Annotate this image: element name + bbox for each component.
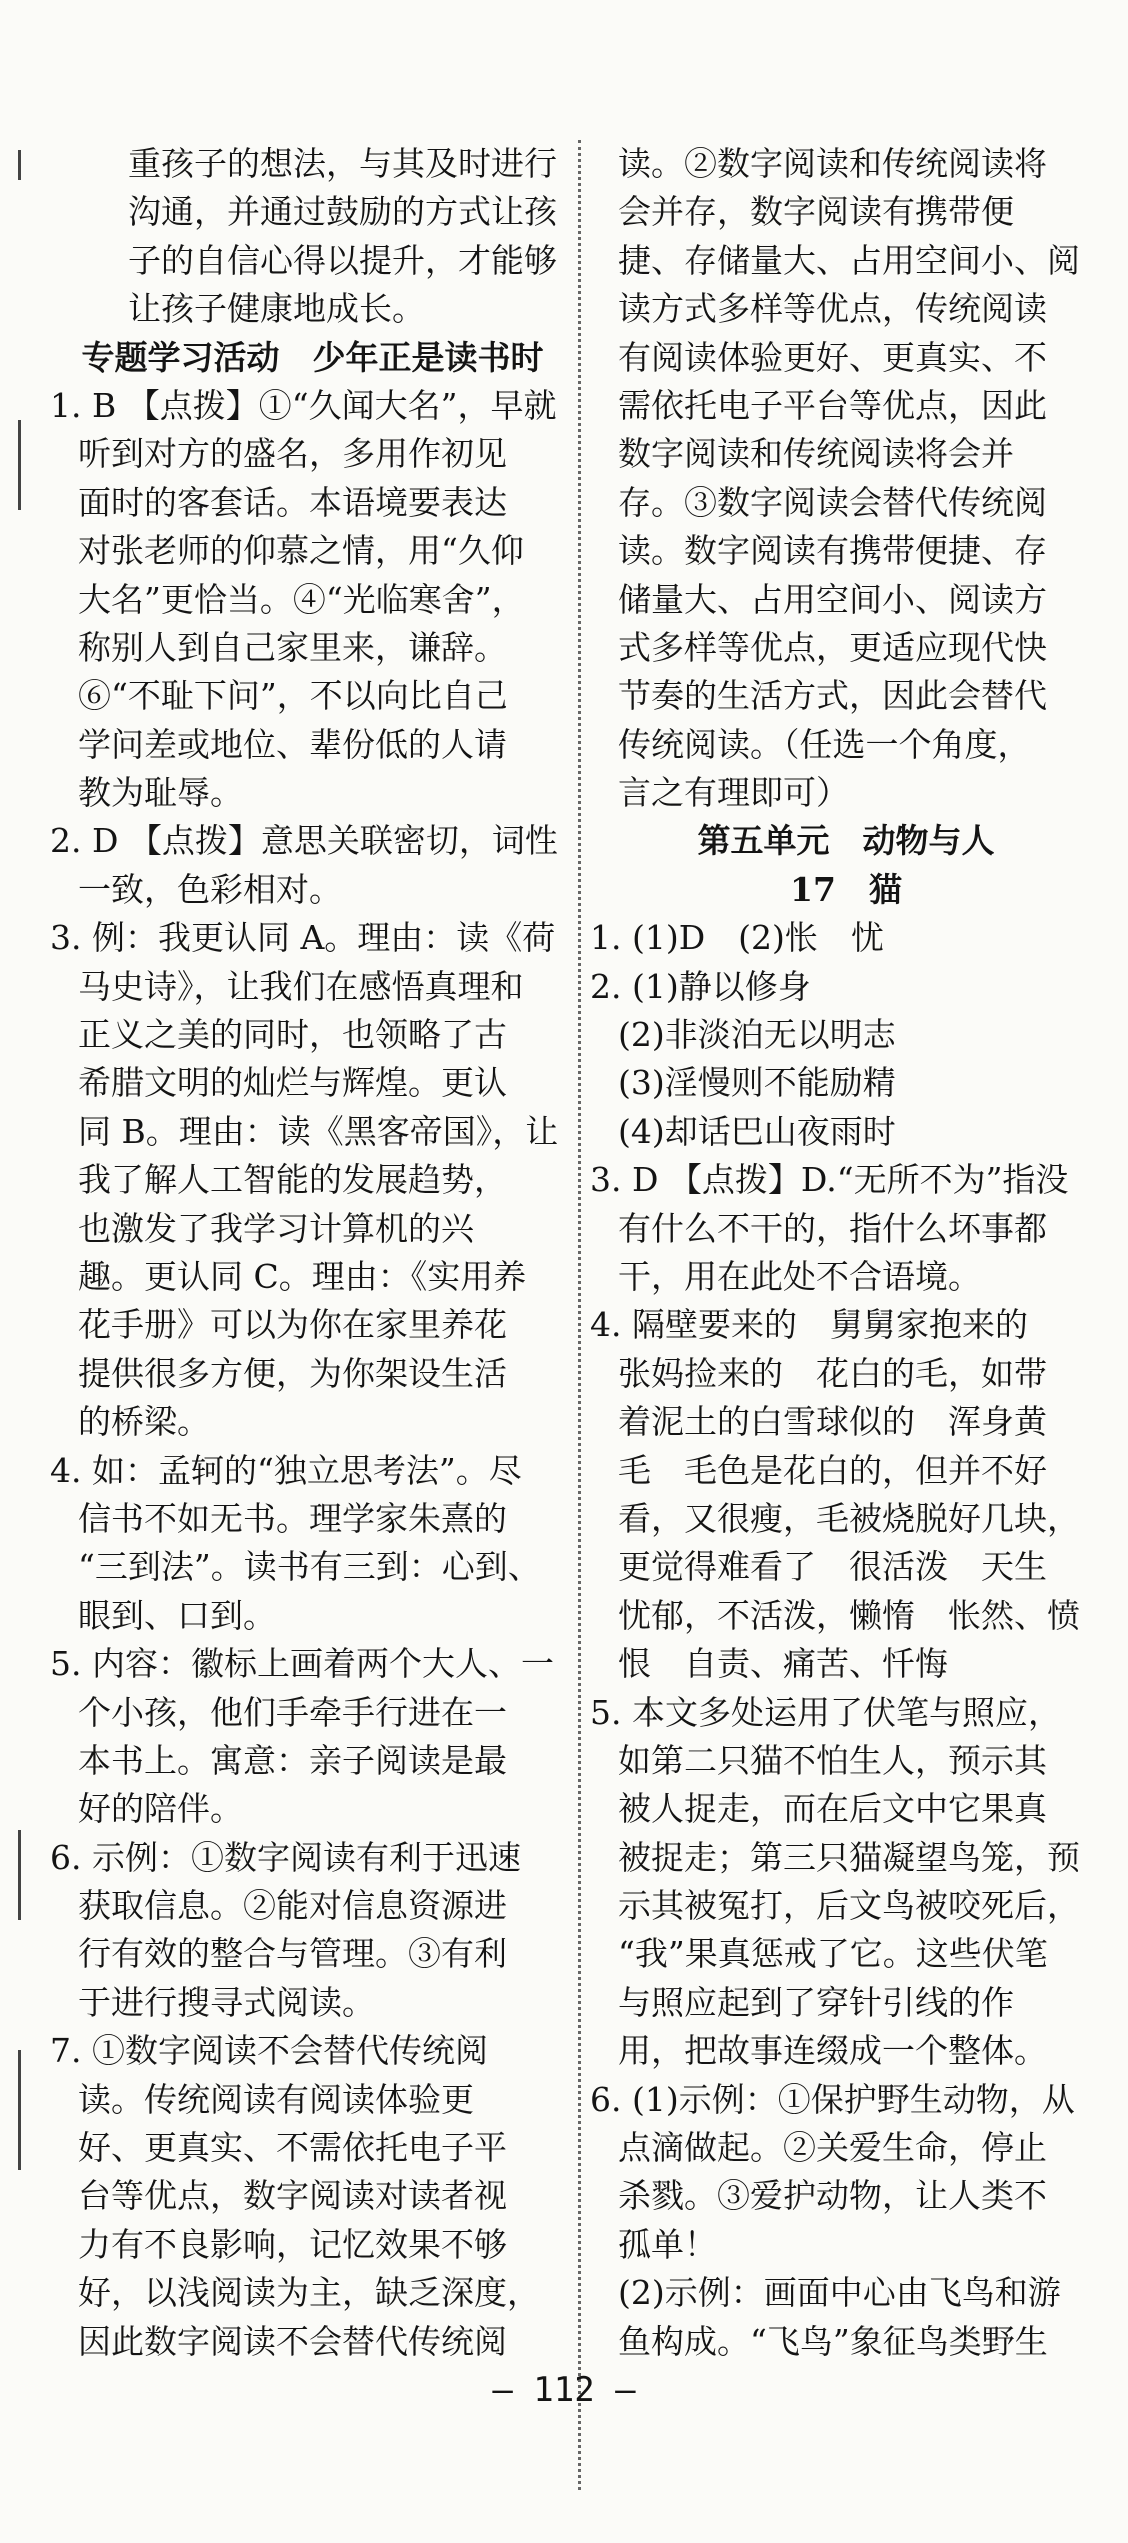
answer-text-line: 5. 本文多处运用了伏笔与照应， xyxy=(590,1692,1061,1732)
answer-text-line: 3. D 【点拨】D.“无所不为”指没 xyxy=(590,1160,1069,1200)
answer-text-line: (2)示例：画面中心由飞鸟和游 xyxy=(618,2273,1061,2313)
answer-text-line: 张妈捡来的 花白的毛，如带 xyxy=(618,1353,1047,1393)
answer-text-line: 与照应起到了穿针引线的作 xyxy=(618,1982,1014,2022)
answer-text-line: 一致，色彩相对。 xyxy=(78,869,342,909)
answer-text-line: 称别人到自己家里来，谦辞。 xyxy=(78,627,507,667)
answer-text-line: 好的陪伴。 xyxy=(78,1789,243,1829)
answer-text-line: 信书不如无书。理学家朱熹的 xyxy=(78,1498,507,1538)
answer-text-line: 本书上。寓意：亲子阅读是最 xyxy=(78,1740,507,1780)
answer-text-line: 数字阅读和传统阅读将会并 xyxy=(618,434,1014,474)
answer-text-line: 对张老师的仰慕之情，用“久仰 xyxy=(78,531,524,571)
answer-text-line: 学问差或地位、辈份低的人请 xyxy=(78,724,507,764)
answer-text-line: 读方式多样等优点，传统阅读 xyxy=(618,289,1047,329)
answer-text-line: 面时的客套话。本语境要表达 xyxy=(78,482,507,522)
answer-text-line: 获取信息。②能对信息资源进 xyxy=(78,1886,507,1926)
answer-text-line: 子的自信心得以提升，才能够 xyxy=(128,240,557,280)
answer-text-line: 2. (1)静以修身 xyxy=(590,966,811,1006)
answer-text-line: 好，以浅阅读为主，缺乏深度， xyxy=(78,2273,540,2313)
answer-text-line: 大名”更恰当。④“光临寒舍”， xyxy=(78,579,525,619)
answer-text-line: 6. (1)示例：①保护野生动物，从 xyxy=(590,2079,1075,2119)
answer-text-line: 4. 隔壁要来的 舅舅家抱来的 xyxy=(590,1305,1028,1345)
answer-text-line: 6. 示例：①数字阅读有利于迅速 xyxy=(50,1837,521,1877)
answer-text-line: 式多样等优点，更适应现代快 xyxy=(618,627,1047,667)
answer-text-line: (4)却话巴山夜雨时 xyxy=(618,1111,896,1151)
left-column xyxy=(50,140,575,2366)
answer-text-line: 毛 毛色是花白的，但并不好 xyxy=(618,1450,1047,1490)
answer-text-line: 我了解人工智能的发展趋势， xyxy=(78,1160,507,1200)
answer-text-line: 2. D 【点拨】意思关联密切，词性 xyxy=(50,821,558,861)
answer-text-line: 着泥土的白雪球似的 浑身黄 xyxy=(618,1402,1047,1442)
scan-margin-mark xyxy=(18,1830,21,1920)
scan-margin-mark xyxy=(18,420,21,510)
answer-text-line: 捷、存储量大、占用空间小、阅 xyxy=(618,240,1080,280)
answer-text-line: 5. 内容：徽标上画着两个大人、一 xyxy=(50,1644,554,1684)
answer-text-line: 鱼构成。“飞鸟”象征鸟类野生 xyxy=(618,2321,1048,2361)
answer-text-line: 同 B。理由：读《黑客帝国》，让 xyxy=(78,1111,559,1151)
answer-text-line: 1. B 【点拨】①“久闻大名”，早就 xyxy=(50,385,557,425)
answer-text-line: 3. 例：我更认同 A。理由：读《荷 xyxy=(50,918,556,958)
answer-text-line: 存。③数字阅读会替代传统阅 xyxy=(618,482,1047,522)
answer-text-line: 如第二只猫不怕生人，预示其 xyxy=(618,1740,1047,1780)
answer-text-line: 让孩子健康地成长。 xyxy=(128,289,425,329)
scan-margin-mark xyxy=(18,2050,21,2170)
answer-text-line: “我”果真惩戒了它。这些伏笔 xyxy=(618,1934,1048,1974)
answer-text-line: 提供很多方便，为你架设生活 xyxy=(78,1353,507,1393)
answer-text-line: 7. ①数字阅读不会替代传统阅 xyxy=(50,2031,488,2071)
answer-text-line: 趣。更认同 C。理由：《实用养 xyxy=(78,1256,527,1296)
answer-text-line: 孤单！ xyxy=(618,2224,717,2264)
answer-text-line: 忧郁，不活泼，懒惰 怅然、愤 xyxy=(618,1595,1080,1635)
answer-text-line: 眼到、口到。 xyxy=(78,1595,276,1635)
answer-text-line: 有什么不干的，指什么坏事都 xyxy=(618,1208,1047,1248)
answer-text-line: 重孩子的想法，与其及时进行 xyxy=(128,144,557,183)
answer-text-line: 更觉得难看了 很活泼 天生 xyxy=(618,1547,1047,1587)
answer-text-line: 杀戮。③爱护动物，让人类不 xyxy=(618,2176,1047,2216)
answer-text-line: 需依托电子平台等优点，因此 xyxy=(618,385,1047,425)
answer-text-line: 读。②数字阅读和传统阅读将 xyxy=(618,144,1047,183)
answer-text-line: 正义之美的同时，也领略了古 xyxy=(78,1015,507,1055)
answer-text-line: 示其被冤打，后文鸟被咬死后， xyxy=(618,1886,1080,1926)
answer-text-line: 被捉走；第三只猫凝望鸟笼，预 xyxy=(618,1837,1080,1877)
answer-text-line: 1. (1)D (2)怅 忧 xyxy=(590,918,884,958)
answer-text-line: 读。数字阅读有携带便捷、存 xyxy=(618,531,1047,571)
answer-text-line: 于进行搜寻式阅读。 xyxy=(78,1982,375,2022)
answer-text-line: 看，又很瘦，毛被烧脱好几块， xyxy=(618,1498,1080,1538)
answer-text-line: 希腊文明的灿烂与辉煌。更认 xyxy=(78,1063,507,1103)
answer-text-line: 用，把故事连缀成一个整体。 xyxy=(618,2031,1047,2071)
right-column xyxy=(590,140,1102,2366)
answer-text-line: 传统阅读。（任选一个角度， xyxy=(618,724,1031,764)
answer-text-line: 干，用在此处不合语境。 xyxy=(618,1256,981,1296)
section-heading: 专题学习活动 少年正是读书时 xyxy=(81,337,544,377)
answer-text-line: 恨 自责、痛苦、忏悔 xyxy=(618,1644,948,1684)
answer-text-line: 言之有理即可） xyxy=(618,773,849,813)
answer-text-line: 听到对方的盛名，多用作初见 xyxy=(78,434,507,474)
column-divider xyxy=(578,140,581,2490)
answer-text-line: 好、更真实、不需依托电子平 xyxy=(78,2128,507,2168)
answer-text-line: 也激发了我学习计算机的兴 xyxy=(78,1208,474,1248)
answer-text-line: 力有不良影响，记忆效果不够 xyxy=(78,2224,507,2264)
answer-text-line: (3)淫慢则不能励精 xyxy=(618,1063,896,1103)
answer-text-line: 沟通，并通过鼓励的方式让孩 xyxy=(128,192,557,232)
answer-text-line: 因此数字阅读不会替代传统阅 xyxy=(78,2321,507,2361)
answer-text-line: 花手册》可以为你在家里养花 xyxy=(78,1305,507,1345)
answer-text-line: 有阅读体验更好、更真实、不 xyxy=(618,337,1047,377)
answer-text-line: ⑥“不耻下问”，不以向比自己 xyxy=(78,676,508,716)
section-heading: 17 猫 xyxy=(790,869,902,909)
answer-text-line: 台等优点，数字阅读对读者视 xyxy=(78,2176,507,2216)
answer-text-line: 会并存，数字阅读有携带便 xyxy=(618,192,1014,232)
answer-text-line: 储量大、占用空间小、阅读方 xyxy=(618,579,1047,619)
answer-text-line: 节奏的生活方式，因此会替代 xyxy=(618,676,1047,716)
answer-text-line: “三到法”。读书有三到：心到、 xyxy=(78,1547,541,1587)
answer-text-line: 个小孩，他们手牵手行进在一 xyxy=(78,1692,507,1732)
page-number: — 112 — xyxy=(492,2370,636,2410)
answer-text-line: 马史诗》，让我们在感悟真理和 xyxy=(78,966,524,1006)
answer-text-line: 行有效的整合与管理。③有利 xyxy=(78,1934,507,1974)
answer-text-line: 的桥梁。 xyxy=(78,1402,210,1442)
answer-text-line: 点滴做起。②关爱生命，停止 xyxy=(618,2128,1047,2168)
scan-margin-mark xyxy=(18,150,21,180)
answer-text-line: 4. 如：孟轲的“独立思考法”。尽 xyxy=(50,1450,522,1490)
answer-text-line: 被人捉走，而在后文中它果真 xyxy=(618,1789,1047,1829)
section-heading: 第五单元 动物与人 xyxy=(697,821,995,861)
answer-text-line: 读。传统阅读有阅读体验更 xyxy=(78,2079,474,2119)
answer-text-line: (2)非淡泊无以明志 xyxy=(618,1015,896,1055)
answer-text-line: 教为耻辱。 xyxy=(78,773,243,813)
